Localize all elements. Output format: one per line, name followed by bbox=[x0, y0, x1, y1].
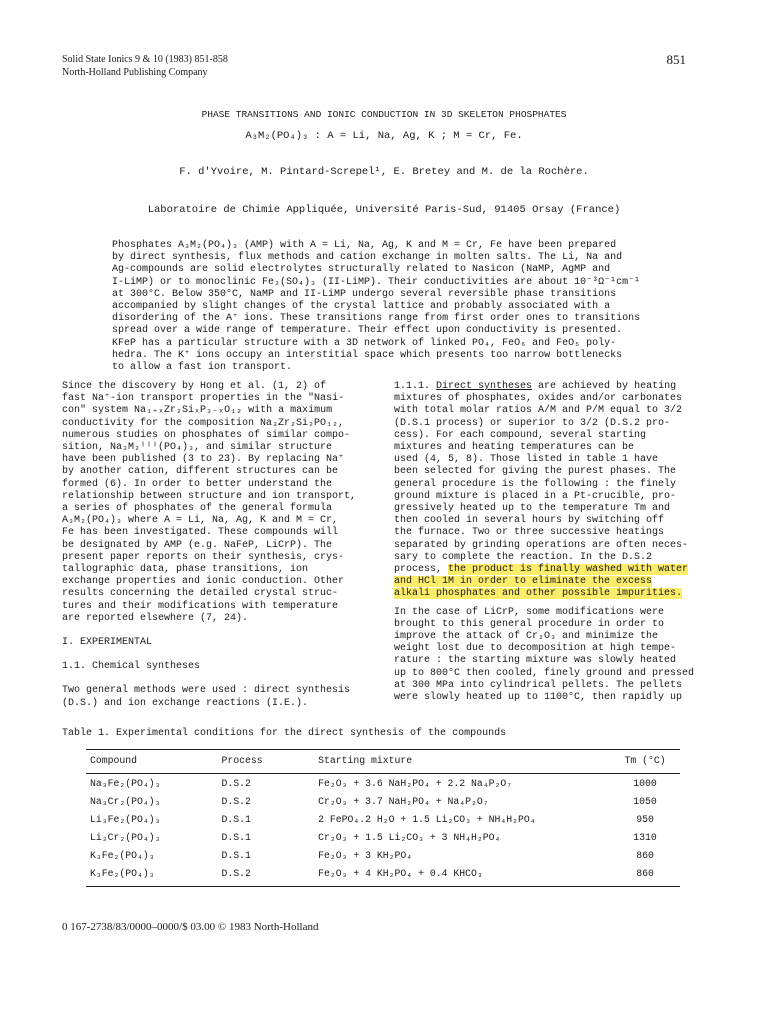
paragraph-line: ground mixture is placed in a Pt-crucible, pro- bbox=[394, 490, 677, 502]
paragraph-line: up to 800°C then cooled, finely ground and pressed bbox=[394, 667, 695, 679]
intro-line: formed (6). In order to better understand the bbox=[62, 478, 333, 490]
paragraph-line: In the case of LiCrP, some modifications were bbox=[394, 606, 665, 618]
cell-tm: 860 bbox=[636, 849, 654, 861]
abstract bbox=[112, 240, 672, 374]
intro-line: results concerning the detailed crystal struc- bbox=[62, 588, 339, 600]
cell-process: D.S.2 bbox=[218, 864, 315, 887]
paragraph-text: process, bbox=[394, 564, 449, 576]
cell-compound: Li₃Cr₂(PO₄)₃ bbox=[90, 831, 161, 843]
page-number: 851 bbox=[666, 52, 686, 67]
cell-tm: 1000 bbox=[633, 777, 657, 789]
abstract-line: Ag-compounds are solid electrolytes structurally related to Nasicon (NaMP, AgMP and bbox=[112, 264, 611, 276]
text-highlight: alkali phosphates and other possible impurities. bbox=[394, 588, 683, 600]
cell-compound: K₃Fe₂(PO₄)₃ bbox=[86, 864, 218, 887]
paragraph-line: at 300 MPa into cylindrical pellets. The pellets bbox=[394, 679, 683, 691]
intro-line: con" system Na₁₊ₓZr₂SiₓP₃₋ₓO₁₂ with a maximum bbox=[62, 405, 333, 417]
paragraph-line: been selected for giving the purest phases. The bbox=[394, 466, 677, 478]
intro-line: by another cation, different structures can be bbox=[62, 466, 339, 478]
cell-tm: 1050 bbox=[633, 795, 657, 807]
table-row bbox=[86, 846, 680, 864]
cell-compound: Na₃Fe₂(PO₄)₃ bbox=[90, 777, 161, 789]
text-highlight: the product is finally washed with water bbox=[448, 564, 689, 576]
direct-syntheses-heading: Direct syntheses bbox=[436, 381, 533, 392]
paragraph-line: mixtures and heating temperatures can be bbox=[394, 442, 635, 454]
column-header-compound: Compound bbox=[86, 750, 218, 774]
copyright-footer: 0 167-2738/83/0000–0000/$ 03.00 © 1983 North-Holland bbox=[62, 921, 319, 933]
methods-line: Two general methods were used : direct synthesis bbox=[62, 685, 351, 697]
table-row bbox=[86, 774, 680, 793]
paragraph-line: were slowly heated up to 1100°C, then rapidly up bbox=[394, 692, 683, 704]
subsection-heading: 1.1. Chemical syntheses bbox=[62, 661, 201, 673]
paragraph-line: mixtures of phosphates, oxides and/or carbonates bbox=[394, 393, 683, 405]
cell-mixture: 2 FePO₄.2 H₂O + 1.5 Li₂CO₃ + NH₄H₂PO₄ bbox=[318, 813, 536, 825]
intro-line: sition, Na₃M₂ᴵᴵᴵ(PO₄)₃, and similar structure bbox=[62, 442, 333, 454]
column-header-process: Process bbox=[218, 750, 315, 774]
paragraph-line: sary to complete the reaction. In the D.S.2 bbox=[394, 551, 653, 563]
intro-line: relationship between structure and ion transport, bbox=[62, 490, 357, 502]
abstract-line: spread over a wide range of temperature. Their effect upon conductivity is presented. bbox=[112, 325, 623, 337]
affiliation: Laboratoire de Chimie Appliquée, Université Paris-Sud, 91405 Orsay (France) bbox=[147, 204, 621, 216]
highlighted-line bbox=[394, 576, 694, 588]
cell-tm: 1310 bbox=[633, 831, 657, 843]
paragraph-line: with total molar ratios A/M and P/M equal to 3/2 bbox=[394, 405, 683, 417]
abstract-line: I-LiMP) or to monoclinic Fe₂(SO₄)₃ (II-LiMP). Their conductivities are about 10⁻³Ω⁻¹cm⁻¹ bbox=[112, 276, 641, 288]
journal-citation: Solid State Ionics 9 & 10 (1983) 851-858 bbox=[62, 54, 228, 65]
paragraph-line: improve the attack of Cr₂O₃ and minimize the bbox=[394, 631, 659, 643]
intro-line: conductivity for the composition Na₃Zr₂Si₂PO₁₂, bbox=[62, 417, 345, 429]
author-list: F. d'Yvoire, M. Pintard-Screpel¹, E. Bretey and M. de la Rochère. bbox=[179, 166, 589, 178]
intro-line: tures and their modifications with temperature bbox=[62, 600, 339, 612]
column-header-starting-mixture: Starting mixture bbox=[314, 750, 610, 774]
cell-compound: K₃Fe₂(PO₄)₃ bbox=[90, 849, 155, 861]
cell-mixture: Fe₂O₃ + 3.6 NaH₂PO₄ + 2.2 Na₄P₂O₇ bbox=[318, 777, 513, 789]
intro-line: numerous studies on phosphates of similar compo- bbox=[62, 429, 351, 441]
journal-header bbox=[62, 53, 228, 79]
cell-mixture: Fe₂O₃ + 4 KH₂PO₄ + 0.4 KHCO₃ bbox=[314, 864, 610, 887]
paragraph-line: then cooled in several hours by switching off bbox=[394, 515, 665, 527]
highlighted-line bbox=[394, 588, 694, 600]
heading-number: 1.1.1. bbox=[394, 381, 431, 392]
table-row bbox=[86, 792, 680, 810]
right-column bbox=[394, 381, 694, 704]
cell-mixture: Fe₂O₃ + 3 KH₂PO₄ bbox=[318, 849, 413, 861]
cell-tm: 860 bbox=[610, 864, 680, 887]
abstract-line: to allow a fast ion transport. bbox=[112, 362, 293, 374]
paragraph-line: separated by grinding operations are often neces- bbox=[394, 539, 689, 551]
cell-compound: Na₃Cr₂(PO₄)₃ bbox=[90, 795, 161, 807]
intro-line: present paper reports on their synthesis, crys- bbox=[62, 551, 345, 563]
paragraph-line: general procedure is the following : the finely bbox=[394, 478, 677, 490]
paragraph-line: weight lost due to decomposition at high tempe- bbox=[394, 643, 677, 655]
table-header-row bbox=[86, 750, 680, 774]
section-heading: I. EXPERIMENTAL bbox=[62, 637, 153, 649]
paragraph-line: (D.S.1 process) or superior to 3/2 (D.S.2 pro- bbox=[394, 417, 671, 429]
cell-process: D.S.2 bbox=[221, 777, 251, 789]
table-row bbox=[86, 810, 680, 828]
intro-line: A₃M₂(PO₄)₃ where A = Li, Na, Ag, K and M = Cr, bbox=[62, 515, 339, 527]
intro-line: a series of phosphates of the general formula bbox=[62, 503, 333, 515]
cell-tm: 950 bbox=[636, 813, 654, 825]
cell-process: D.S.1 bbox=[221, 831, 251, 843]
abstract-line: accompanied by slight changes of the crystal lattice and probably associated with a bbox=[112, 301, 611, 313]
cell-mixture: Cr₂O₃ + 3.7 NaH₂PO₄ + Na₄P₂O₇ bbox=[318, 795, 489, 807]
column-header-tm: Tm (°C) bbox=[610, 750, 680, 774]
abstract-line: Phosphates A₃M₂(PO₄)₃ (AMP) with A = Li, Na, Ag, K and M = Cr, Fe have been prepared bbox=[112, 240, 617, 251]
paragraph-line: brought to this general procedure in order to bbox=[394, 618, 665, 630]
abstract-line: KFeP has a particular structure with a 3D network of linked PO₄, FeO₆ and FeO₅ poly- bbox=[112, 337, 617, 349]
paper-title: PHASE TRANSITIONS AND IONIC CONDUCTION IN 3D SKELETON PHOSPHATES bbox=[201, 109, 567, 120]
abstract-line: at 300°C. Below 350°C, NaMP and II-LiMP undergo several reversible phase transitions bbox=[112, 288, 617, 300]
synthesis-table bbox=[86, 749, 680, 887]
cell-mixture: Cr₂O₃ + 1.5 Li₂CO₃ + 3 NH₄H₂PO₄ bbox=[318, 831, 501, 843]
paper-formula: A₃M₂(PO₄)₃ : A = Li, Na, Ag, K ; M = Cr, Fe. bbox=[245, 130, 523, 142]
methods-line: (D.S.) and ion exchange reactions (I.E.). bbox=[62, 697, 309, 709]
cell-process: D.S.1 bbox=[221, 813, 251, 825]
paragraph-text: are achieved by heating bbox=[532, 381, 677, 392]
paragraph-line: gressively heated up to the temperature Tm and bbox=[394, 503, 671, 515]
intro-line: have been published (3 to 23). By replacing Na⁺ bbox=[62, 454, 345, 466]
cell-compound: Li₃Fe₂(PO₄)₃ bbox=[90, 813, 161, 825]
paragraph-line: the furnace. Two or three successive heatings bbox=[394, 527, 665, 539]
paragraph-line: used (4, 5, 8). Those listed in table 1 have bbox=[394, 454, 659, 466]
intro-line: exchange properties and ionic conduction. Other bbox=[62, 576, 345, 588]
intro-line: are reported elsewhere (7, 24). bbox=[62, 612, 249, 624]
abstract-line: hedra. The K⁺ ions occupy an interstitial space which presents too narrow bottlenecks bbox=[112, 349, 623, 361]
abstract-line: by direct synthesis, flux methods and cation exchange in molten salts. The Li, Na and bbox=[112, 252, 623, 264]
intro-line: Since the discovery by Hong et al. (1, 2) of bbox=[62, 381, 327, 392]
table-row bbox=[86, 864, 680, 887]
intro-line: be designated by AMP (e.g. NaFeP, LiCrP). The bbox=[62, 539, 333, 551]
paragraph-line: cess). For each compound, several starting bbox=[394, 429, 647, 441]
abstract-line: disordering of the A⁺ ions. These transitions range from first order ones to transitions bbox=[112, 313, 641, 325]
highlighted-line bbox=[394, 564, 694, 576]
intro-line: fast Na⁺-ion transport properties in the "Nasi- bbox=[62, 393, 345, 405]
text-highlight: and HCl 1M in order to eliminate the excess bbox=[394, 576, 653, 588]
intro-line: Fe has been investigated. These compounds will bbox=[62, 527, 339, 539]
table-row bbox=[86, 828, 680, 846]
direct-syntheses-first-line bbox=[394, 381, 694, 393]
publisher: North-Holland Publishing Company bbox=[62, 67, 208, 78]
cell-process: D.S.2 bbox=[221, 795, 251, 807]
cell-process: D.S.1 bbox=[221, 849, 251, 861]
left-column bbox=[62, 381, 374, 710]
paragraph-line: rature : the starting mixture was slowly heated bbox=[394, 655, 677, 667]
intro-line: tallographic data, phase transitions, ion bbox=[62, 564, 309, 576]
table-caption: Table 1. Experimental conditions for the direct synthesis of the compounds bbox=[62, 728, 507, 739]
